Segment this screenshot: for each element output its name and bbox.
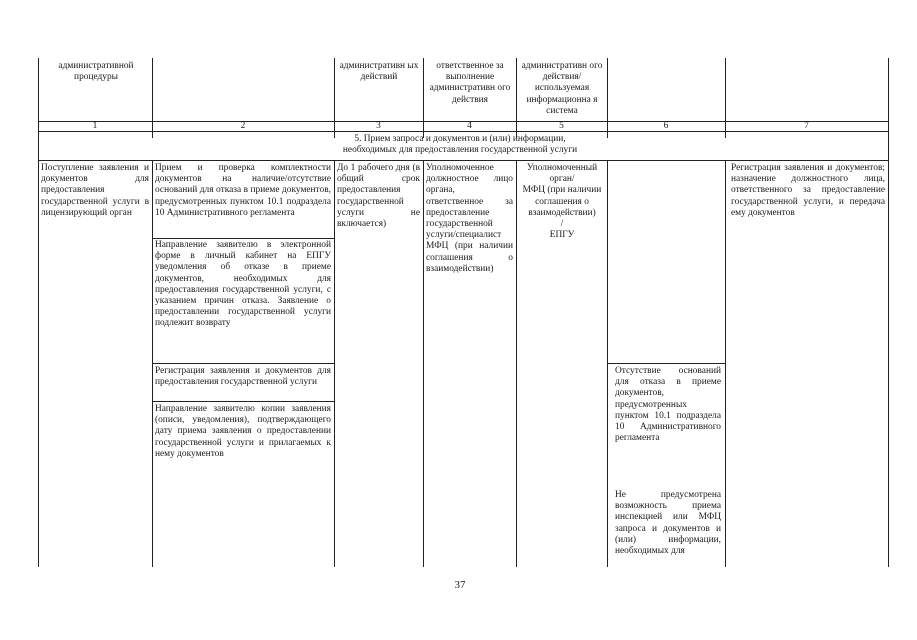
result-text: Регистрация заявления и документов; назначение должностного лица, ответственного за предоставление государственной услуги, и передача ему документов	[731, 163, 885, 218]
criteria-no-grounds: Отсутствие оснований для отказа в приеме документов, предусмотренных пунктом 10.1 подраздела 10 Административного регламента	[615, 366, 721, 444]
number-row-bottom-line	[38, 131, 889, 132]
column-divider-2-3	[334, 160, 335, 567]
column-divider-6-7	[725, 160, 726, 567]
system-text	[519, 163, 605, 241]
header-responsible: ответственное за выполнение административн ого действия	[429, 61, 511, 105]
column-divider-3-4	[423, 160, 424, 567]
header-system: административн ого действия/ используемая информационна я система	[521, 61, 603, 116]
header-procedure: административной процедуры	[58, 61, 134, 83]
action-refusal-notice: Направление заявителю в электронной форме в личный кабинет на ЕПГУ уведомления об отказе в приеме документов, необходимых для предоставления государственной услуги, с указанием причин отказа. Заявление о предоставлении государственной услуги подлежит возврату	[155, 240, 331, 329]
column-number: 4	[467, 121, 472, 131]
action-divider-3	[152, 401, 334, 402]
section-title-line: 5. Прием запроса и документов и (или) информации,	[354, 134, 566, 144]
criteria-not-provided: Не предусмотрена возможность приема инспекцией или МФЦ запроса и документов и (или) информации, необходимых для	[615, 490, 721, 557]
column-number: 3	[376, 121, 381, 131]
system-line: ЕПГУ	[549, 230, 575, 241]
term-text: До 1 рабочего дня (в общий срок предоставления государственной услуги не включается)	[337, 163, 420, 230]
column-number: 2	[240, 121, 246, 131]
table-border-right	[888, 58, 889, 567]
action-copy-to-applicant: Направление заявителю копии заявления (описи, уведомления), подтверждающего дату приема заявления о предоставлении государственной услуги и прилагаемых к нему документов	[155, 404, 331, 459]
action-registration: Регистрация заявления и документов для предоставления государственной услуги	[155, 366, 331, 388]
procedure-text: Поступление заявления и документов для предоставления государственной услуги в лицензирующий орган	[41, 163, 149, 218]
section-title-bottom-line	[38, 160, 889, 161]
criteria-divider	[607, 363, 725, 364]
responsible-text: Уполномоченное должностное лицо органа, ответственное за предоставление государственной услуги/специалист МФЦ (при наличии соглашения о взаимодействии)	[426, 163, 513, 274]
system-line: /	[560, 219, 564, 230]
column-number: 6	[663, 121, 669, 131]
header-term: административн ых действий	[339, 61, 419, 83]
table-border-left	[38, 58, 39, 567]
column-number: 1	[92, 121, 98, 131]
column-divider-4-5	[516, 160, 517, 567]
column-number: 7	[804, 121, 809, 131]
system-line: МФЦ (при наличии соглашения о взаимодействии)	[522, 185, 602, 218]
action-divider-1	[152, 238, 334, 239]
column-number: 5	[559, 121, 564, 131]
action-check-documents: Прием и проверка комплектности документов на наличие/отсутствие оснований для отказа в приеме документов, предусмотренных пунктом 10.1 подраздела 10 Административного регламента	[155, 163, 331, 218]
action-divider-2	[152, 363, 334, 364]
page-number: 37	[454, 579, 466, 591]
section-title-line: необходимых для предоставления государственной услуги	[342, 145, 578, 156]
system-line: Уполномоченный орган/	[526, 163, 598, 185]
section-title	[300, 134, 620, 156]
